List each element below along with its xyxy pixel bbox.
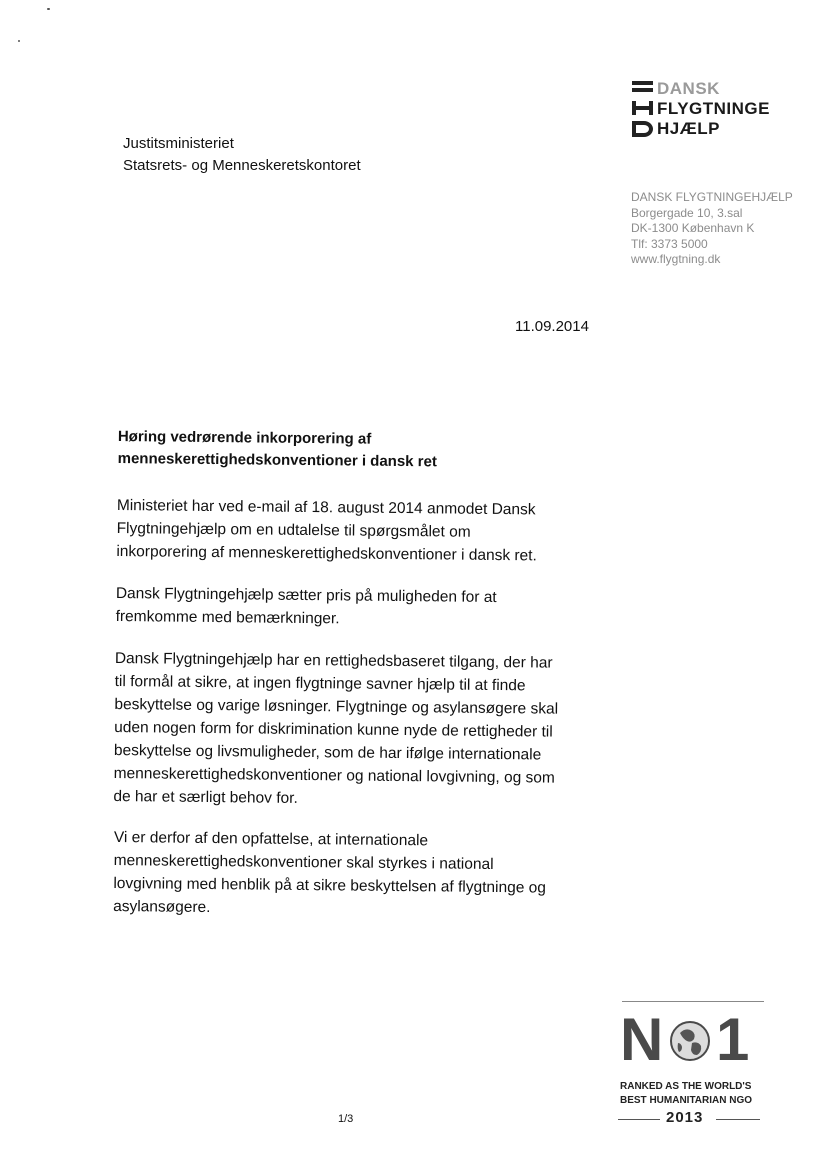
logo-text-hjaelp: HJÆLP <box>657 119 720 138</box>
ranking-badge <box>616 1001 766 1126</box>
badge-caption-line: RANKED AS THE WORLD'S <box>620 1081 752 1092</box>
sender-web: www.flygtning.dk <box>631 252 721 266</box>
paragraph-line: Flygtningehjælp om en udtalelse til spørgsmålet om <box>116 519 471 541</box>
body-paragraph-4 <box>113 826 584 923</box>
badge-year-rule <box>716 1119 760 1120</box>
sender-address <box>631 190 793 268</box>
badge-year-rule <box>618 1119 660 1120</box>
paragraph-line: uden nogen form for diskrimination kunne nyde de rettigheder til <box>114 718 553 741</box>
paragraph-line: Dansk Flygtningehjælp sætter pris på muligheden for at <box>115 584 497 606</box>
scan-speck <box>18 40 20 42</box>
badge-number-one: 1 <box>716 1006 750 1073</box>
body-paragraph-3 <box>113 647 595 813</box>
recipient-line: Statsrets- og Menneskeretskontoret <box>123 157 361 174</box>
sender-org: DANSK FLYGTNINGEHJÆLP <box>631 190 793 204</box>
badge-divider <box>622 1001 764 1002</box>
paragraph-line: Vi er derfor af den opfattelse, at internationale <box>113 828 429 850</box>
dfh-logo-icon <box>631 79 655 137</box>
organization-logo <box>631 79 791 139</box>
recipient-line: Justitsministeriet <box>123 135 234 152</box>
logo-text-dansk: DANSK <box>657 79 720 98</box>
paragraph-line: beskyttelse og varige løsninger. Flygtninge og asylansøgere skal <box>114 695 559 718</box>
subject-line: menneskerettighedskonventioner i dansk ret <box>117 449 437 471</box>
paragraph-line: Dansk Flygtningehjælp har en rettighedsbaseret tilgang, der har <box>114 649 553 672</box>
scan-speck <box>47 8 50 10</box>
badge-caption-line: BEST HUMANITARIAN NGO <box>620 1095 753 1106</box>
paragraph-line: menneskerettighedskonventioner og national lovgivning, og som <box>113 764 555 787</box>
paragraph-line: menneskerettighedskonventioner skal styrkes i national <box>113 851 494 873</box>
badge-year: 2013 <box>666 1109 704 1126</box>
sender-phone: Tlf: 3373 5000 <box>631 236 708 251</box>
paragraph-line: de har et særligt behov for. <box>113 787 298 807</box>
paragraph-line: asylansøgere. <box>113 897 211 917</box>
letter-date: 11.09.2014 <box>515 318 589 335</box>
paragraph-line: fremkomme med bemærkninger. <box>115 607 340 628</box>
paragraph-line: til formål at sikre, at ingen flygtninge savner hjælp til at finde <box>114 672 526 695</box>
subject-line: Høring vedrørende inkorporering af <box>117 427 372 448</box>
badge-letter-n: N <box>620 1006 662 1073</box>
recipient-block <box>123 133 361 177</box>
paragraph-line: beskyttelse og livsmuligheder, som de har ifølge internationale <box>113 741 542 764</box>
page-number: 1/3 <box>338 1113 354 1125</box>
letter-subject <box>118 426 558 475</box>
sender-city: DK-1300 København K <box>631 221 755 235</box>
body-paragraph-1 <box>116 494 597 568</box>
sender-street: Borgergade 10, 3.sal <box>631 205 743 220</box>
paragraph-line: Ministeriet har ved e-mail af 18. august 2014 anmodet Dansk <box>116 496 536 519</box>
body-paragraph-2 <box>116 582 596 633</box>
paragraph-line: lovgivning med henblik på at sikre beskyttelsen af flygtninge og <box>113 874 547 897</box>
logo-text-flygtninge: FLYGTNINGE <box>657 99 770 118</box>
globe-icon <box>670 1021 710 1061</box>
paragraph-line: inkorporering af menneskerettighedskonventioner i dansk ret. <box>116 542 537 565</box>
